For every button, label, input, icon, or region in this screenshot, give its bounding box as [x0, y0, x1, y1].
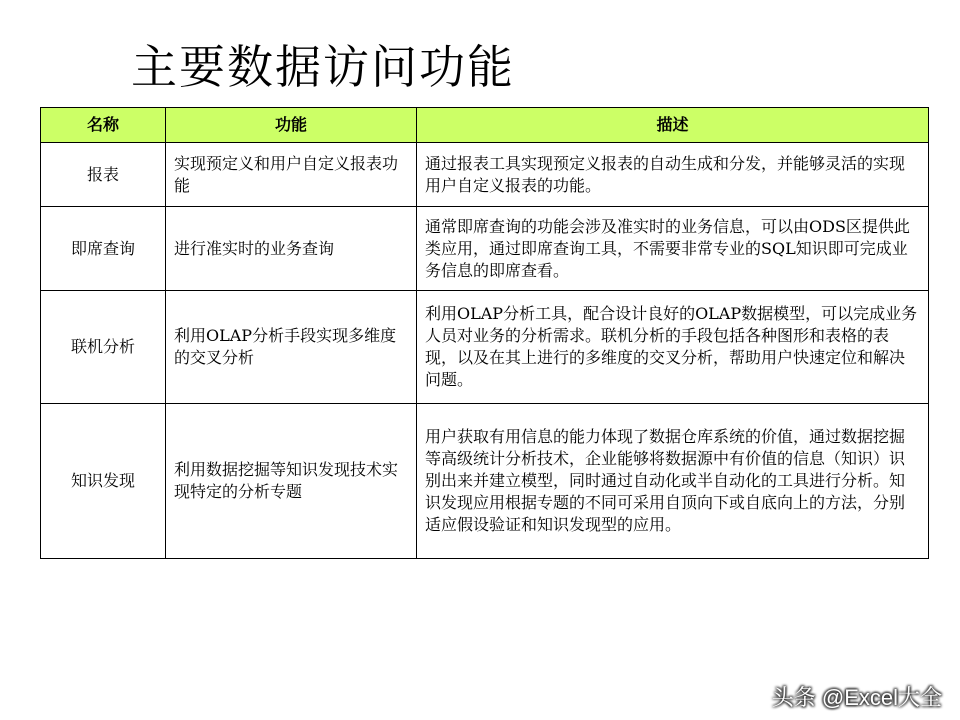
cell-name: 报表: [41, 143, 166, 207]
header-function: 功能: [166, 108, 417, 143]
watermark: 头条 @Excel大全: [771, 685, 942, 710]
cell-name: 即席查询: [41, 207, 166, 291]
cell-function: 利用OLAP分析手段实现多维度的交叉分析: [166, 291, 417, 404]
table-row: [41, 207, 929, 291]
table-row: [41, 143, 929, 207]
cell-function: 利用数据挖掘等知识发现技术实现特定的分析专题: [166, 404, 417, 559]
page-title: 主要数据访问功能: [131, 39, 515, 94]
header-name: 名称: [41, 108, 166, 143]
cell-description: 利用OLAP分析工具，配合设计良好的OLAP数据模型，可以完成业务人员对业务的分析需求。联机分析的手段包括各种图形和表格的表现，以及在其上进行的多维度的交叉分析，帮助用户快速定位和解决问题。: [417, 291, 929, 404]
data-access-functions-table: [40, 107, 929, 559]
cell-name: 知识发现: [41, 404, 166, 559]
cell-function: 进行准实时的业务查询: [166, 207, 417, 291]
header-description: 描述: [417, 108, 929, 143]
table-row: [41, 404, 929, 559]
cell-name: 联机分析: [41, 291, 166, 404]
cell-function: 实现预定义和用户自定义报表功能: [166, 143, 417, 207]
cell-description: 通过报表工具实现预定义报表的自动生成和分发，并能够灵活的实现用户自定义报表的功能。: [417, 143, 929, 207]
table-header-row: [41, 108, 929, 143]
cell-description: 通常即席查询的功能会涉及准实时的业务信息，可以由ODS区提供此类应用，通过即席查询工具，不需要非常专业的SQL知识即可完成业务信息的即席查看。: [417, 207, 929, 291]
table-row: [41, 291, 929, 404]
cell-description: 用户获取有用信息的能力体现了数据仓库系统的价值，通过数据挖掘等高级统计分析技术，企业能够将数据源中有价值的信息（知识）识别出来并建立模型，同时通过自动化或半自动化的工具进行分析。知识发现应用根据专题的不同可采用自顶向下或自底向上的方法，分别适应假设验证和知识发现型的应用。: [417, 404, 929, 559]
